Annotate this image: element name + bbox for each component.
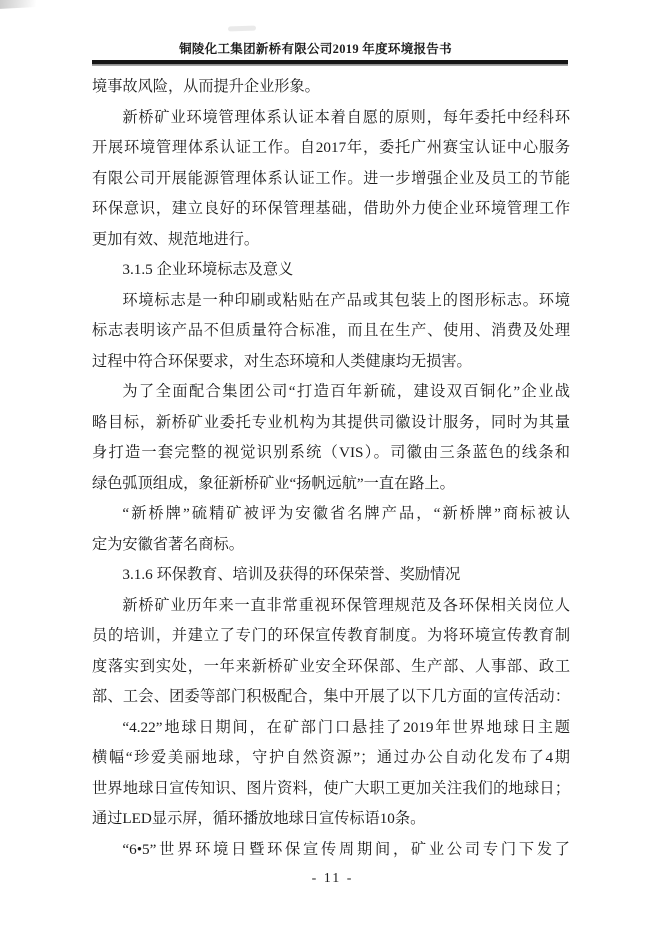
report-title: 铜陵化工集团新桥有限公司2019 年度环境报告书: [179, 42, 452, 56]
text-line: 标志表明该产品不但质量符合标准，而且在生产、使用、消费及处理: [92, 322, 570, 339]
text-line: “新桥牌”硫精矿被评为安徽省名牌产品，“新桥牌”商标被认: [122, 505, 570, 522]
section-heading: 3.1.5 企业环境标志及意义: [122, 261, 294, 278]
document-body: [92, 72, 570, 865]
header-rule: [92, 60, 568, 64]
text-line: 环境标志是一种印刷或粘贴在产品或其包装上的图形标志。环境: [122, 291, 570, 309]
text-line: 新桥矿业环境管理体系认证本着自愿的原则，每年委托中经科环: [122, 108, 570, 126]
text-line: “6•5”世界环境日暨环保宣传周期间，矿业公司专门下发了: [122, 840, 570, 858]
text-line: 境事故风险，从而提升企业形象。: [92, 78, 320, 95]
text-line: 绿色弧顶组成，象征新桥矿业“扬帆远航”一直在路上。: [92, 474, 455, 492]
text-line: 开展环境管理体系认证工作。自2017年，委托广州赛宝认证中心服务: [92, 139, 570, 156]
text-line: 略目标，新桥矿业委托专业机构为其提供司徽设计服务，同时为其量: [92, 413, 570, 431]
text-line: 横幅“珍爱美丽地球，守护自然资源”；通过办公自动化发布了4期: [92, 749, 570, 766]
text-line: “4.22”地球日期间，在矿部门口悬挂了2019年世界地球日主题: [122, 718, 570, 736]
text-line: 身打造一套完整的视觉识别系统（VIS）。司徽由三条蓝色的线条和: [92, 444, 570, 461]
text-line: 为了全面配合集团公司“打造百年新硫，建设双百铜化”企业战: [122, 383, 570, 400]
scan-artifact: [0, 0, 36, 9]
page-footer: [0, 869, 665, 889]
text-line: 通过LED显示屏，循环播放地球日宣传标语10条。: [92, 810, 426, 827]
text-line: 世界地球日宣传知识、图片资料，使广大职工更加关注我们的地球日；: [92, 779, 570, 797]
text-line: 部、工会、团委等部门积极配合，集中开展了以下几方面的宣传活动：: [92, 688, 570, 705]
text-line: 新桥矿业历年来一直非常重视环保管理规范及各环保相关岗位人: [122, 596, 570, 614]
text-line: 更加有效、规范地进行。: [92, 230, 260, 248]
text-line: 环保意识，建立良好的环保管理基础，借助外力使企业环境管理工作: [92, 200, 570, 217]
text-line: 定为安徽省著名商标。: [92, 535, 244, 553]
text-line: 有限公司开展能源管理体系认证工作。进一步增强企业及员工的节能: [92, 169, 570, 187]
page-number: - 11 -: [311, 871, 354, 886]
text-line: 过程中符合环保要求，对生态环境和人类健康均无损害。: [92, 352, 472, 370]
text-line: 度落实到实处，一年来新桥矿业安全环保部、生产部、人事部、政工: [92, 657, 570, 675]
section-heading: 3.1.6 环保教育、培训及获得的环保荣誉、奖励情况: [122, 566, 461, 583]
scan-artifact: [228, 26, 256, 32]
text-line: 员的培训，并建立了专门的环保宣传教育制度。为将环境宣传教育制: [92, 627, 570, 644]
